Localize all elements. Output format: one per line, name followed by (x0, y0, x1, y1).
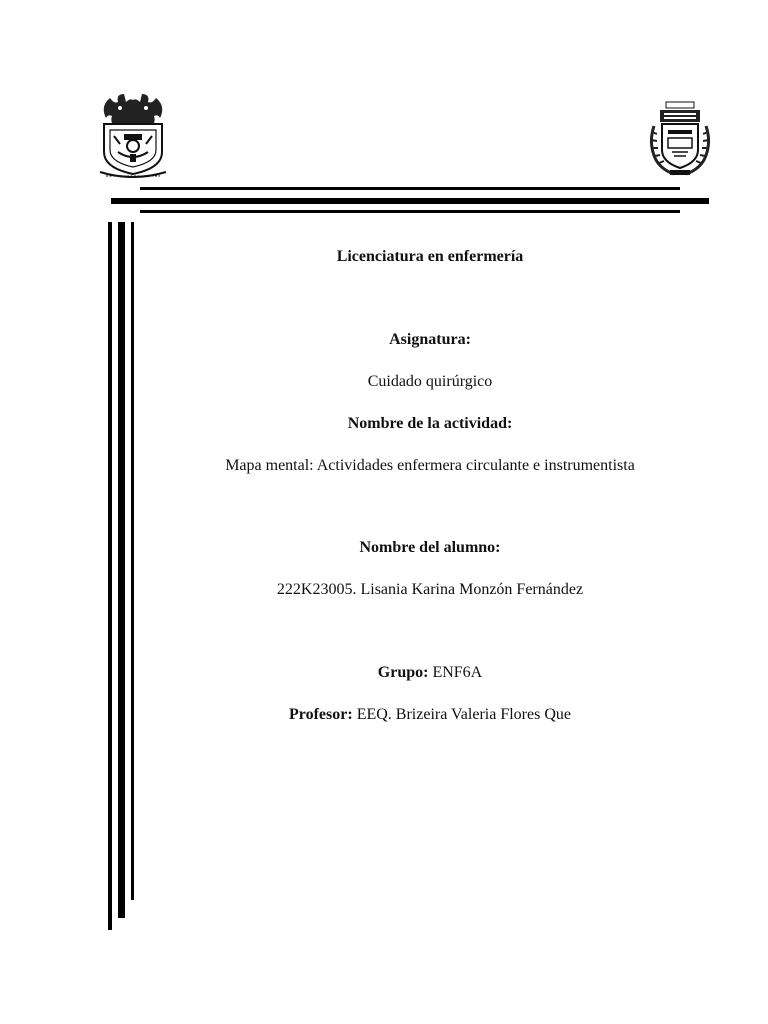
left-rule-thin-inner (131, 222, 134, 900)
degree-title: Licenciatura en enfermería (336, 248, 524, 265)
university-crest-logo (96, 88, 170, 180)
student-label: Nombre del alumno: (359, 539, 501, 556)
group-line (140, 663, 720, 683)
top-rule-thin-lower (140, 210, 680, 213)
group-value: ENF6A (428, 664, 483, 681)
group-label: Grupo: (377, 664, 429, 681)
activity-value: Mapa mental: Actividades enfermera circulante e instrumentista (225, 457, 635, 474)
left-rule-thick (118, 222, 125, 918)
professor-label: Profesor: (289, 706, 353, 723)
left-rule-thin-outer (108, 222, 112, 930)
subject-value: Cuidado quirúrgico (367, 373, 493, 390)
top-rule-thick (111, 198, 709, 204)
subject-label: Asignatura: (389, 331, 471, 348)
faculty-seal-logo (646, 100, 714, 178)
top-rule-thin-upper (140, 187, 680, 190)
professor-line (140, 705, 720, 725)
student-value: 222K23005. Lisania Karina Monzón Fernández (276, 581, 584, 598)
professor-value: EEQ. Brizeira Valeria Flores Que (352, 706, 571, 723)
activity-label: Nombre de la actividad: (347, 415, 513, 432)
